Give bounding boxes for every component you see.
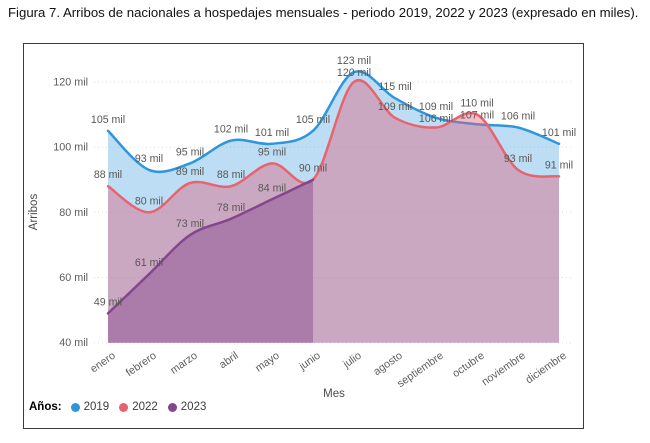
legend-item-label: 2019 xyxy=(83,401,110,413)
data-label: 84 mil xyxy=(257,182,287,195)
legend-dot-2019 xyxy=(71,403,80,412)
legend-item-2023 xyxy=(168,401,207,413)
y-axis-title: Arribos xyxy=(28,193,40,231)
data-label: 109 mil xyxy=(377,100,413,113)
data-label: 93 mil xyxy=(503,152,533,165)
x-tick-label: diciembre xyxy=(523,349,569,387)
data-label: 88 mil xyxy=(93,169,123,182)
data-label: 107 mil xyxy=(459,109,495,122)
data-label: 105 mil xyxy=(295,113,331,126)
data-label: 89 mil xyxy=(175,166,205,178)
data-label: 61 mil xyxy=(134,257,164,270)
y-tick-label: 80 mil xyxy=(59,206,88,219)
x-tick-label: enero xyxy=(88,349,118,376)
data-label: 95 mil xyxy=(175,146,205,159)
data-label: 88 mil xyxy=(216,169,246,182)
x-tick-label: agosto xyxy=(371,349,405,379)
legend-title: Años: xyxy=(29,401,62,413)
legend-item-2022 xyxy=(119,401,158,413)
area-chart xyxy=(24,44,580,425)
data-label: 105 mil xyxy=(90,113,126,126)
legend-dot-2022 xyxy=(119,403,128,412)
data-label: 115 mil xyxy=(378,81,412,94)
data-label: 106 mil xyxy=(418,112,454,125)
y-tick-label: 40 mil xyxy=(59,337,88,350)
legend-dot-2023 xyxy=(168,403,177,412)
data-label: 110 mil xyxy=(460,97,494,110)
x-tick-label: abril xyxy=(217,349,241,372)
data-label: 95 mil xyxy=(257,146,287,159)
data-label: 102 mil xyxy=(213,123,249,136)
x-tick-label: febrero xyxy=(123,349,159,380)
y-tick-label: 60 mil xyxy=(59,272,88,284)
data-label: 90 mil xyxy=(298,162,328,175)
x-tick-label: septiembre xyxy=(395,349,446,391)
data-label: 106 mil xyxy=(500,110,536,123)
chart-legend xyxy=(29,401,206,413)
x-tick-label: noviembre xyxy=(479,349,528,389)
figure-title: Figura 7. Arribos de nacionales a hospedajes mensuales - periodo 2019, 2022 y 2023 (expresado en miles). xyxy=(8,5,639,20)
x-axis-title: Mes xyxy=(323,388,345,400)
data-label: 109 mil xyxy=(418,100,454,113)
data-label: 93 mil xyxy=(134,152,164,165)
data-label: 120 mil xyxy=(336,67,372,80)
data-label: 123 mil xyxy=(336,55,372,68)
x-tick-label: junio xyxy=(297,349,323,373)
chart-container xyxy=(23,43,584,429)
data-label: 49 mil xyxy=(93,296,123,309)
legend-items xyxy=(71,401,207,413)
data-label: 101 mil xyxy=(541,126,577,139)
y-tick-label: 120 mil xyxy=(53,76,88,89)
x-tick-label: octubre xyxy=(450,349,487,381)
legend-item-2019 xyxy=(71,401,110,413)
data-label: 80 mil xyxy=(134,195,164,208)
x-tick-label: marzo xyxy=(168,349,200,377)
data-label: 73 mil xyxy=(175,218,205,231)
legend-item-label: 2022 xyxy=(132,401,158,413)
x-tick-label: julio xyxy=(341,349,364,371)
data-label: 78 mil xyxy=(216,201,246,214)
x-tick-label: mayo xyxy=(253,349,282,375)
y-tick-label: 100 mil xyxy=(53,141,88,154)
data-label: 91 mil xyxy=(544,159,574,172)
legend-item-label: 2023 xyxy=(180,401,207,413)
data-label: 101 mil xyxy=(254,126,290,139)
